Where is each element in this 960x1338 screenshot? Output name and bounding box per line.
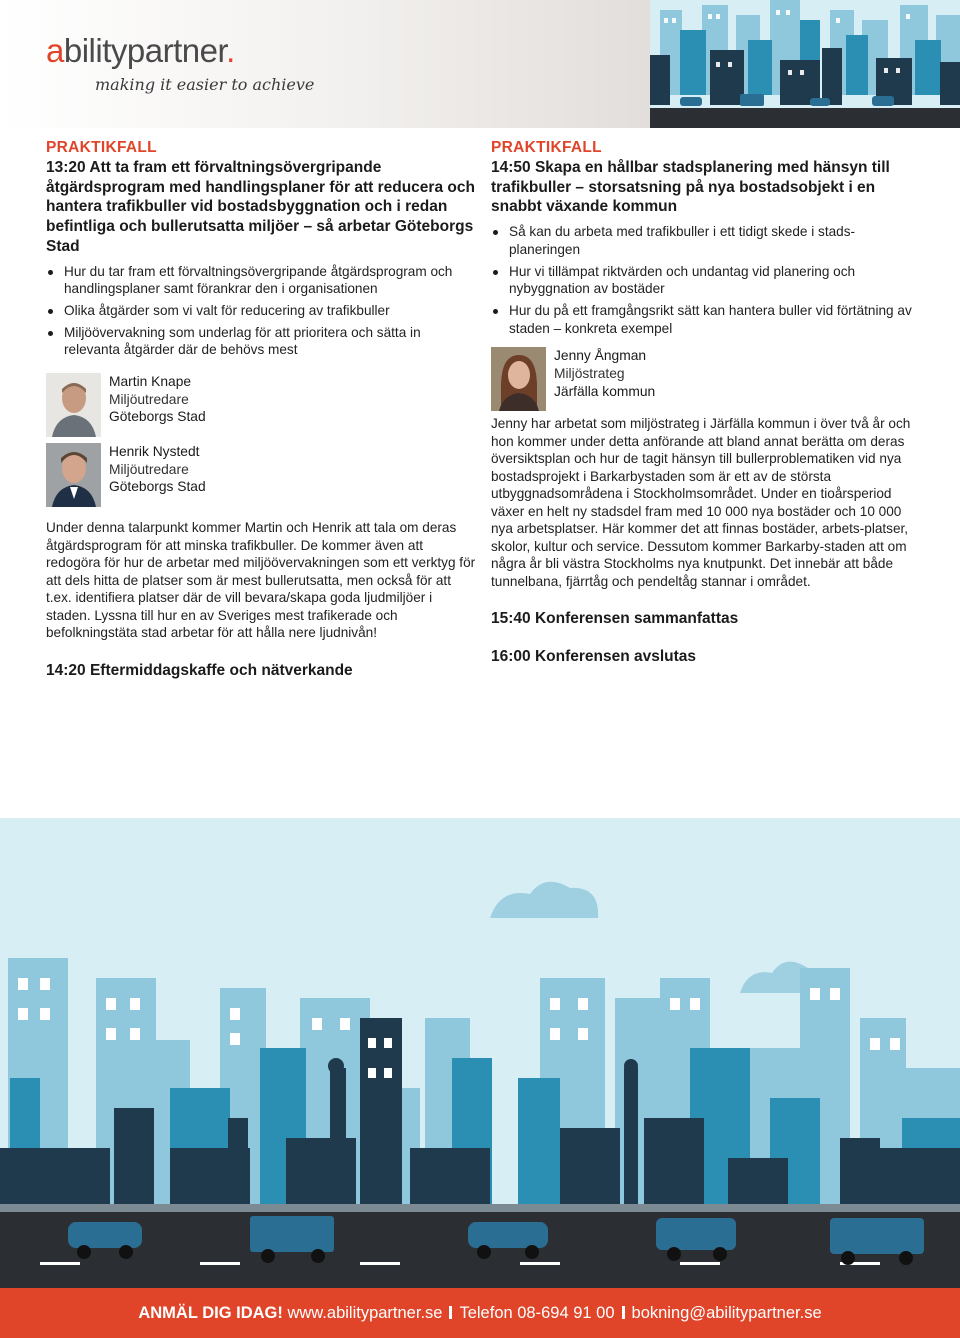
speaker-role: Miljöutredare [109,461,189,477]
list-item: Miljöövervakning som underlag för att prioritera och sätta in relevanta åtgärder där de behövs mest [46,324,476,359]
right-session-title: 14:50 Skapa en hållbar stadsplanering med hänsyn till trafikbuller – storsatsning på nya bostadsobjekt i en snabbt växande kommun [491,159,890,216]
speaker-org: Järfälla kommun [554,383,656,399]
right-column [491,138,921,666]
left-description: Under denna talarpunkt kommer Martin och Henrik att tala om deras åtgärdsprogram för att minska trafikbuller. De kommer även att redogöra för hur de arbetar med miljöövervakningen som ett verktyg för att dels hitta de platser som är mest bullerutsatta, men också för att t.ex. identifiera platser där de vill bevara/skapa goda ljudmiljöer i staden. Lyssna till hur en av Sveriges mest trafikerade och befolkningstäta stad arbetar för att hålla nere ljudnivån! [46,520,476,641]
list-item: Hur du tar fram ett förvaltningsövergripande åtgärdsprogram och handlingsplaner samt förankrar den i organisationen [46,263,476,298]
right-kicker: PRAKTIKFALL [491,139,602,156]
speaker-role: Miljöutredare [109,391,189,407]
tagline: making it easier to achieve [95,75,315,94]
header-cityscape-illustration [650,0,960,128]
speaker-info [109,443,206,496]
speaker-role: Miljöstrateg [554,365,625,381]
speaker-photo [491,347,546,411]
left-session-title: 13:20 Att ta fram ett förvaltningsövergripande åtgärdsprogram med handlingsplaner för att reducera och hantera trafikbuller vid bostadsbyggnation och i redan befintliga och bullerutsatta miljöer – så arbetar Göteborgs Stad [46,159,475,255]
speaker-info [109,373,206,426]
separator [449,1306,452,1319]
speaker-name: Martin Knape [109,374,192,390]
footer-contact-bar [0,1288,960,1338]
speaker-name: Jenny Ångman [554,348,647,364]
website-link[interactable]: www.abilitypartner.se [287,1304,443,1322]
left-column [46,138,476,680]
coffee-break: 14:20 Eftermiddagskaffe och nätverkande [46,661,353,679]
separator [622,1306,625,1319]
register-cta[interactable]: ANMÄL DIG IDAG! [138,1304,283,1322]
list-item: Hur vi tillämpat riktvärden och undantag vid planering och nybyggnation av bostäder [491,263,921,298]
speaker-photo [46,373,101,437]
left-bullet-list [46,263,476,360]
phone-number[interactable]: Telefon 08-694 91 00 [459,1304,615,1322]
speaker-org: Göteborgs Stad [109,479,206,495]
logo[interactable]: abilitypartner. [46,32,235,69]
right-description: Jenny har arbetat som miljöstrateg i Järfälla kommun i över två år och hon kommer under detta anförande att bland annat berätta om deras översiktsplan och hur de tagit hänsyn till bullerproblematiken vid nya bostadsprojekt i Barkarbystaden som är ett av de största utbyggnadsområdena i Stockholmsområdet. Under en tioårsperiod växer en helt ny stadsdel fram med 10 000 nya bostäder och 10 000 nya arbetsplatser. Här kommer det att finnas bostäder, arbets-platser, skolor, kultur och service. Dessutom kommer Barkarby-staden att om några år bli västra Stockholms nya knutpunkt. Det innebär att både tunnelbana, fjärrtåg och pendeltåg stannar i området. [491,416,911,589]
conference-end: 16:00 Konferensen avslutas [491,648,697,666]
list-item: Så kan du arbeta med trafikbuller i ett tidigt skede i stads-planeringen [491,223,921,258]
right-bullet-list [491,223,921,337]
speaker-photo [46,443,101,507]
speaker-card [46,373,476,437]
conference-summary: 15:40 Konferensen sammanfattas [491,610,739,628]
speaker-org: Göteborgs Stad [109,409,206,425]
speaker-info [554,347,655,400]
page-header [0,0,960,128]
list-item: Hur du på ett framgångsrikt sätt kan hantera buller vid förtätning av staden – konkreta exempel [491,302,921,337]
list-item: Olika åtgärder som vi valt för reducering av trafikbuller [46,302,476,320]
speaker-name: Henrik Nystedt [109,444,200,460]
email-link[interactable]: bokning@abilitypartner.se [631,1304,822,1322]
left-kicker: PRAKTIKFALL [46,139,157,156]
speaker-card [46,443,476,507]
footer-cityscape-illustration [0,818,960,1288]
speaker-card [491,347,921,411]
